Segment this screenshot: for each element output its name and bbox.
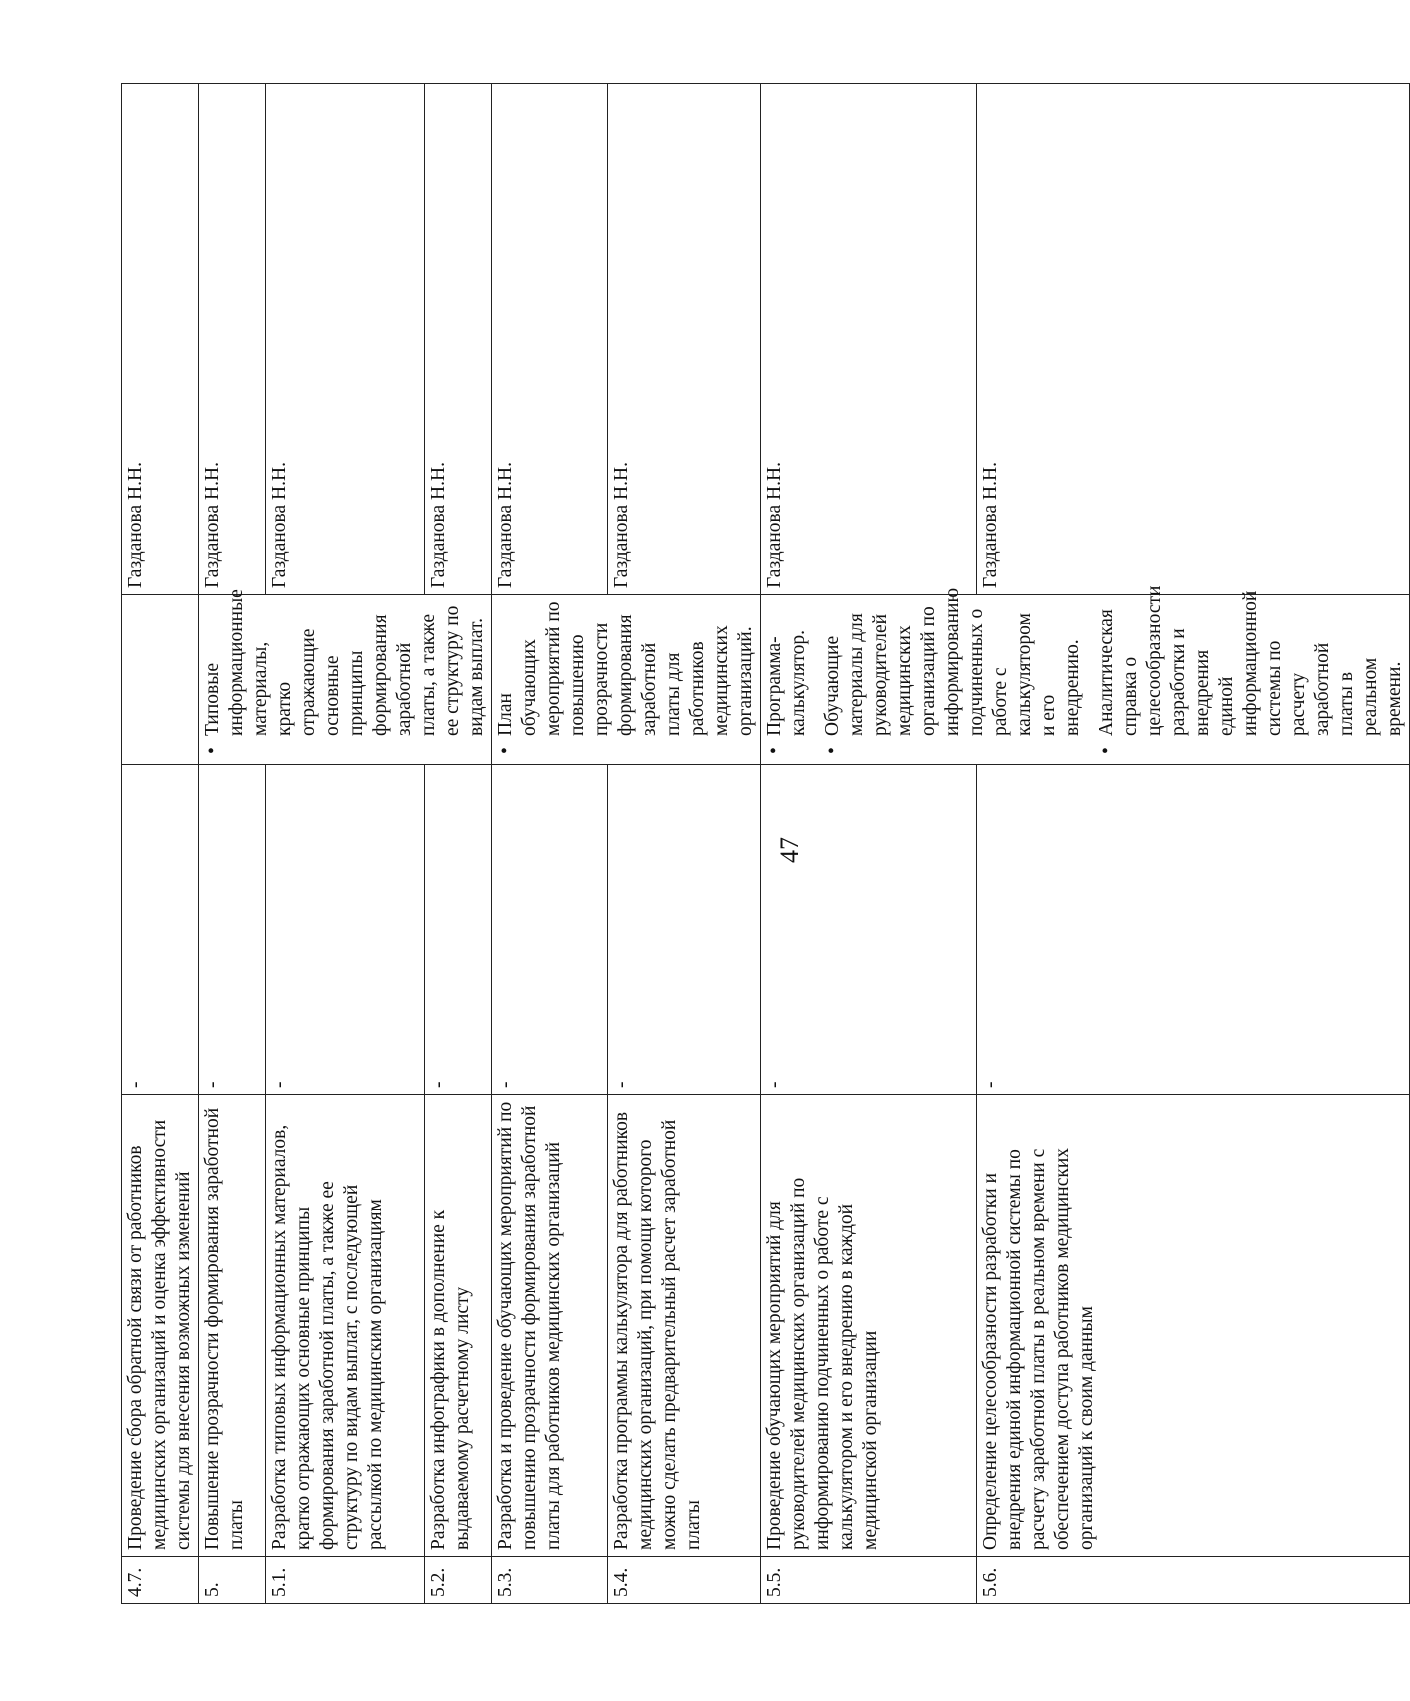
row-activity: Разработка инфографики в дополнение к выдаваемому расчетному листу (424, 1095, 491, 1557)
row-number: 5.1. (266, 1557, 425, 1604)
row-number: 5.2. (424, 1557, 491, 1604)
row-activity: Повышение прозрачности формирования заработной платы (199, 1095, 266, 1557)
row-number: 5.5. (761, 1557, 977, 1604)
table-row (122, 84, 199, 1604)
plan-table (121, 83, 1410, 1604)
row-prev-result: - (608, 765, 761, 1095)
row-activity: Проведение сбора обратной связи от работников медицинских организаций и оценка эффективности системы для внесения возможных изменений (122, 1095, 199, 1557)
row-prev-result: - (424, 765, 491, 1095)
table-row (977, 84, 1410, 1604)
table-row (266, 84, 425, 1604)
table-row (608, 84, 761, 1604)
row-responsible: Газданова Н.Н. (424, 84, 491, 595)
rotated-table-container (121, 84, 1405, 1604)
table-row (492, 84, 608, 1604)
result-item: • Обучающие материалы для руководителей медицинских организаций по информированию подчиненных о работе с калькулятором и его внедрению. (821, 601, 1085, 736)
row-responsible: Газданова Н.Н. (122, 84, 199, 595)
table-row (199, 84, 266, 1604)
result-item: • Программа-калькулятор. (763, 601, 811, 736)
results-list (201, 589, 489, 758)
result-item: • План обучающих мероприятий по повышению прозрачности формирования заработной платы для работников медицинских организаций. (494, 601, 758, 736)
row-responsible: Газданова Н.Н. (977, 84, 1410, 595)
row-activity: Разработка типовых информационных материалов, кратко отражающих основные принципы формирования заработной платы, а также ее структуру по видам выплат, с последующей рассылкой по медицинским организациям (266, 1095, 425, 1557)
row-number: 5. (199, 1557, 266, 1604)
row-prev-result: - (492, 765, 608, 1095)
row-results (492, 595, 761, 765)
table-row (424, 84, 491, 1604)
row-activity: Разработка программы калькулятора для работников медицинских организаций, при помощи которого можно сделать предварительный расчет заработной платы (608, 1095, 761, 1557)
row-number: 4.7. (122, 1557, 199, 1604)
result-item: • Аналитическая справка о целесообразности разработки и внедрения единой информационной системы по расчету заработной платы в реальном времени. (1095, 601, 1407, 736)
row-results (761, 585, 1410, 765)
row-activity: Разработка и проведение обучающих мероприятий по повышению прозрачности формирования заработной платы для работников медицинских организаций (492, 1095, 608, 1557)
row-number: 5.3. (492, 1557, 608, 1604)
row-results (122, 595, 199, 765)
results-list (494, 601, 758, 758)
row-activity: Проведение обучающих мероприятий для руководителей медицинских организаций по информированию подчиненных о работе с калькулятором и его внедрению в каждой медицинской организации (761, 1095, 977, 1557)
results-list (763, 585, 1407, 758)
row-prev-result: - (266, 765, 425, 1095)
page-number: 47 (775, 837, 804, 863)
row-prev-result: - (122, 765, 199, 1095)
row-results (199, 589, 492, 765)
row-number: 5.6. (977, 1557, 1410, 1604)
result-item: • Типовые информационные материалы, кратко отражающие основные принципы формирования заработной платы, а также ее структуру по видам выплат. (201, 601, 489, 736)
row-prev-result: - (199, 765, 266, 1095)
row-responsible: Газданова Н.Н. (492, 84, 608, 595)
row-responsible: Газданова Н.Н. (608, 84, 761, 595)
table-row (761, 84, 977, 1604)
row-prev-result: - (761, 765, 977, 1095)
row-responsible: Газданова Н.Н. (266, 84, 425, 595)
row-responsible: Газданова Н.Н. (199, 84, 266, 595)
row-number: 5.4. (608, 1557, 761, 1604)
row-prev-result: - (977, 765, 1410, 1095)
row-activity: Определение целесообразности разработки и внедрения единой информационной системы по расчету заработной платы в реальном времени с обеспечением доступа работников медицинских организаций к своим данным (977, 1095, 1410, 1557)
row-responsible: Газданова Н.Н. (761, 84, 977, 595)
